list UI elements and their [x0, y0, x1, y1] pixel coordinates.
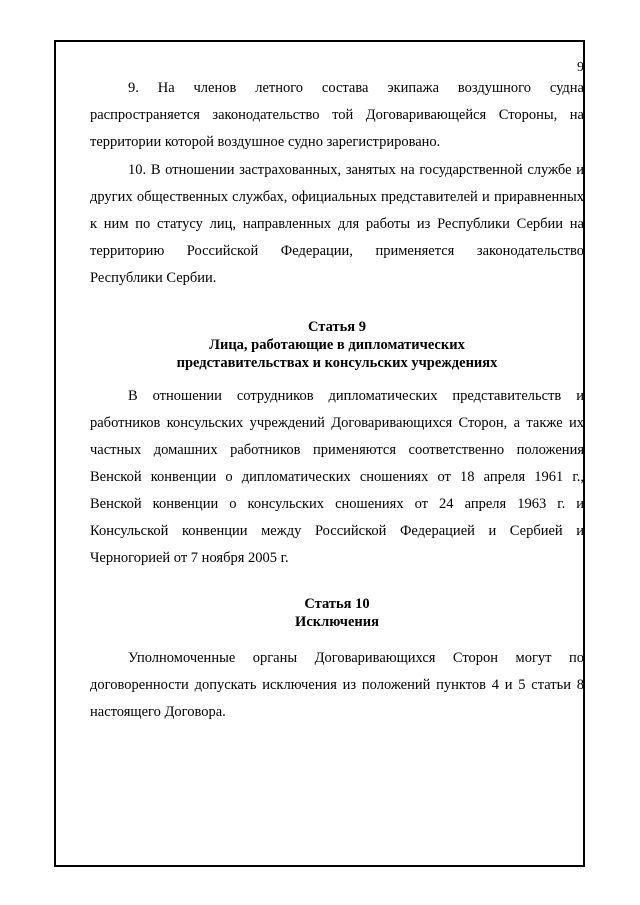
article-9-label: Статья 9 — [308, 319, 366, 335]
article-9-heading — [90, 318, 584, 372]
article-10-title: Исключения — [295, 614, 379, 630]
article-9-title-line2: представительствах и консульских учреждениях — [176, 355, 498, 371]
paragraph-9: 9. На членов летного состава экипажа воздушного судна распространяется законодательство той Договаривающейся Стороны, на территории которой воздушное судно зарегистрировано. — [90, 80, 584, 150]
page-number: 9 — [577, 60, 584, 75]
paragraph-10: 10. В отношении застрахованных, занятых на государственной службе и других общественных службах, официальных представителей и приравненных к ним по статусу лиц, направленных для работы из Республики Сербии на территорию Российской Федерации, применяется законодательство Республики Сербии. — [90, 162, 584, 286]
article-10-label: Статья 10 — [304, 596, 370, 612]
article-9-title-line1: Лица, работающие в дипломатических — [209, 337, 465, 353]
document-body — [90, 75, 584, 726]
article-9-text: В отношении сотрудников дипломатических представительств и работников консульских учреждений Договаривающихся Сторон, а также их частных домашних работников применяются соответственно положения Венской конвенции о дипломатических сношениях от 18 апреля 1961 г., Венской конвенции о консульских сношениях от 24 апреля 1963 г. и Консульской конвенции между Российской Федерацией и Сербией и Черногорией от 7 ноября 2005 г. — [90, 388, 584, 566]
article-10-text: Уполномоченные органы Договаривающихся Сторон могут по договоренности допускать исключения из положений пунктов 4 и 5 статьи 8 настоящего Договора. — [90, 650, 584, 720]
article-10-heading — [90, 595, 584, 631]
